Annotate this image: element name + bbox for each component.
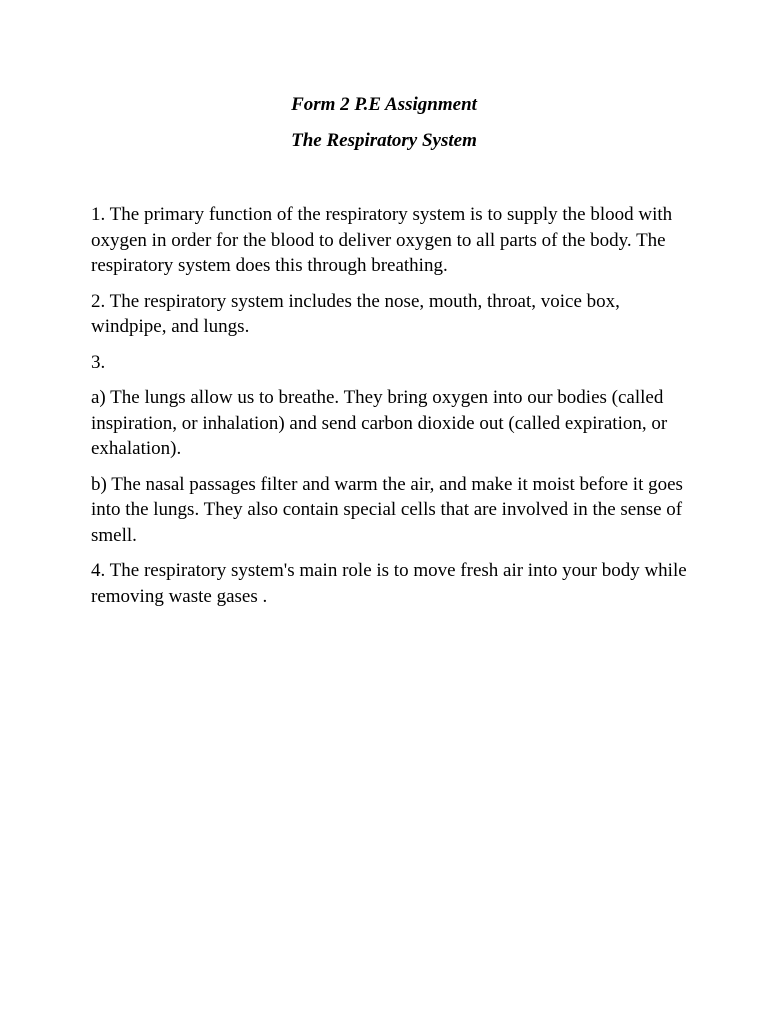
document-title: Form 2 P.E Assignment [291, 94, 477, 115]
paragraph-answer-1: 1. The primary function of the respiratory system is to supply the blood with oxygen in order for the blood to deliver oxygen to all parts of the body. The respiratory system does this through breathing. [91, 204, 673, 276]
paragraph-answer-4: 4. The respiratory system's main role is to move fresh air into your body while removing waste gases . [91, 560, 687, 607]
document-subtitle: The Respiratory System [291, 130, 477, 151]
paragraph-answer-3b: b) The nasal passages filter and warm the air, and make it moist before it goes into the lungs. They also contain special cells that are involved in the sense of smell. [91, 473, 683, 546]
document-body [91, 202, 691, 619]
paragraph-answer-3a: a) The lungs allow us to breathe. They bring oxygen into our bodies (called inspiration, or inhalation) and send carbon dioxide out (called expiration, or exhalation). [91, 387, 668, 459]
paragraph-answer-3: 3. [91, 351, 106, 373]
paragraph-answer-2: 2. The respiratory system includes the nose, mouth, throat, voice box, windpipe, and lungs. [91, 290, 620, 337]
